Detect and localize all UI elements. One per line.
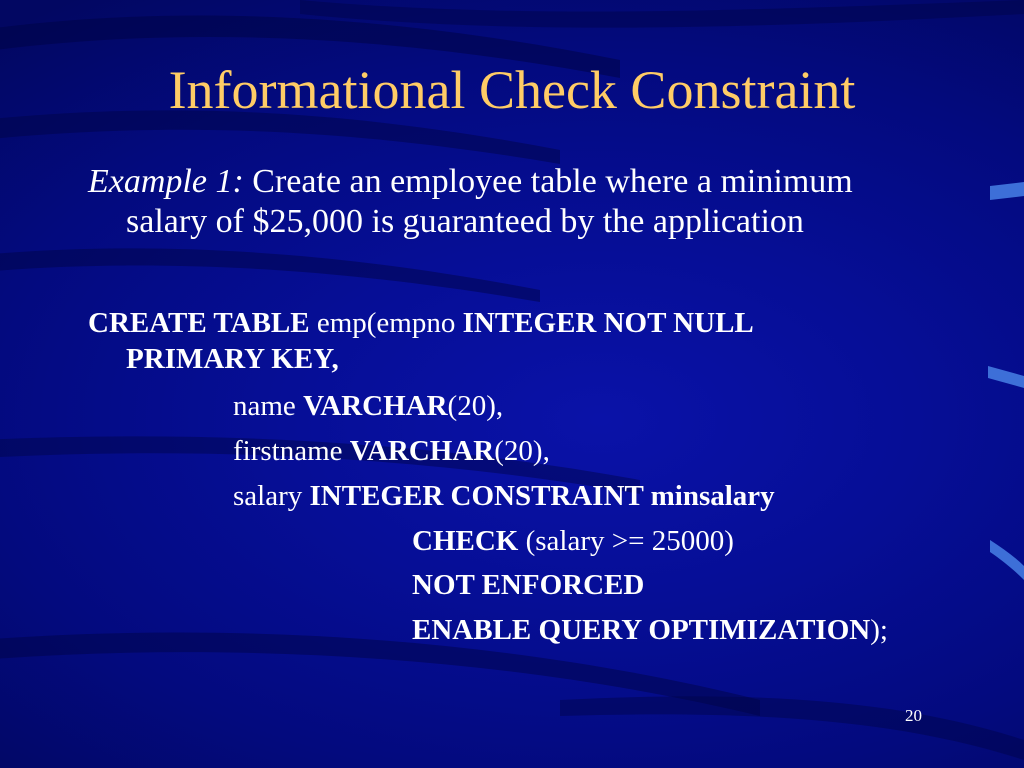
code-check-condition: (salary >= 25000) (518, 525, 734, 557)
example-line-2: salary of $25,000 is guaranteed by the application (126, 203, 804, 240)
code-line-6 (412, 524, 734, 558)
code-kw-primary-key: PRIMARY KEY, (126, 343, 339, 375)
code-line-3 (233, 389, 503, 423)
code-line-8 (412, 613, 888, 647)
code-emp-empno: emp(empno (309, 307, 463, 339)
code-line-1 (88, 306, 754, 340)
code-kw-integer-constraint: INTEGER CONSTRAINT minsalary (309, 480, 775, 512)
code-kw-varchar: VARCHAR (349, 435, 495, 467)
code-varchar-size: (20), (447, 390, 504, 422)
page-number: 20 (905, 706, 922, 725)
example-text-1: Create an employee table where a minimum (243, 163, 853, 200)
code-firstname: firstname (233, 435, 350, 467)
example-line-1 (88, 162, 853, 202)
code-line-2 (126, 342, 339, 376)
code-kw-create-table: CREATE TABLE (88, 307, 310, 339)
code-kw-integer-not-null: INTEGER NOT NULL (462, 307, 754, 339)
example-label: Example 1: (88, 163, 244, 200)
code-kw-varchar: VARCHAR (303, 390, 448, 422)
code-name: name (233, 390, 304, 422)
code-kw-not-enforced: NOT ENFORCED (412, 569, 645, 601)
code-line-5 (233, 479, 775, 513)
code-salary: salary (233, 480, 310, 512)
code-terminator: ); (870, 614, 888, 646)
code-kw-check: CHECK (412, 525, 519, 557)
slide-title: Informational Check Constraint (168, 60, 856, 120)
code-line-7 (412, 568, 644, 602)
code-line-4 (233, 434, 550, 468)
code-kw-enable-query-optimization: ENABLE QUERY OPTIMIZATION (412, 614, 871, 646)
code-varchar-size: (20), (494, 435, 550, 467)
